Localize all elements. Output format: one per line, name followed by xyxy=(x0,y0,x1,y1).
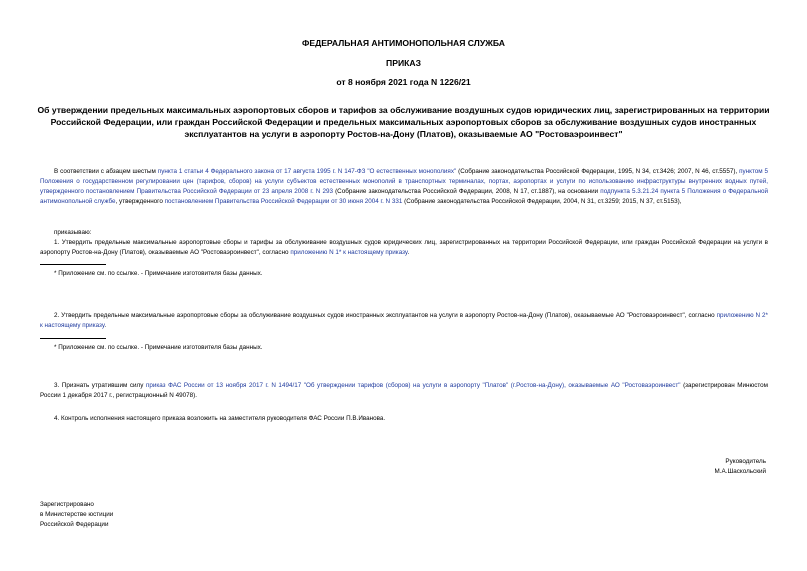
link-federal-law[interactable]: пункта 1 статьи 4 Федерального закона от 17 августа 1995 г. N 147-ФЗ "О естественных монополиях" xyxy=(157,168,457,175)
item-2-text: 2. Утвердить предельные максимальные аэропортовые сборы за обслуживание воздушных судов иностранных эксплуатантов на услуги в аэропорту Ростов-на-Дону (Платов), оказываемые АО "Ростоваэроинвест", согласно xyxy=(54,312,717,319)
item-2-end: . xyxy=(104,322,107,329)
signature-role: Руководитель xyxy=(725,458,766,465)
document-title: Об утверждении предельных максимальных аэропортовых сборов и тарифов за обслуживание воздушных судов юридических лиц, зарегистрированных на территории Российской Федерации, или граждан Российской Федерации и предельных максимальных аэропортовых сборов за обслуживание воздушных судов иностранных эксплуатантов на услуги в аэропорту Ростов-на-Дону (Платов), оказываемые АО "Ростоваэроинвест" xyxy=(37,105,770,139)
preamble xyxy=(40,167,768,207)
item-3 xyxy=(40,381,768,401)
preamble-text: (Собрание законодательства Российской Федерации, 2008, N 17, ст.1887), на основании xyxy=(332,188,601,195)
document-date: от 8 ноября 2021 года N 1226/21 xyxy=(336,77,471,87)
footnote-divider xyxy=(40,338,106,339)
footnote-2: * Приложение см. по ссылке. - Примечание изготовителя базы данных. xyxy=(54,344,263,351)
registration-line-1: Зарегистрировано xyxy=(40,501,94,508)
agency-heading: ФЕДЕРАЛЬНАЯ АНТИМОНОПОЛЬНАЯ СЛУЖБА xyxy=(302,38,505,48)
link-regulation-331[interactable]: постановлением Правительства Российской Федерации от 30 июня 2004 г. N 331 xyxy=(164,198,403,205)
link-fas-regulation[interactable]: подпункта 5.3.21.24 пункта 5 Положения о Федеральной антимонопольной службе xyxy=(40,188,768,205)
preamble-text: В соответствии с абзацем шестым xyxy=(54,168,158,175)
item-1-end: . xyxy=(407,249,410,256)
order-word: приказываю: xyxy=(54,229,92,236)
item-1 xyxy=(40,238,768,258)
item-1-text: 1. Утвердить предельные максимальные аэропортовые сборы и тарифы за обслуживание воздушных судов юридических лиц, зарегистрированных на территории Российской Федерации, или граждан Российской Федерации на услуги в аэропорту Ростов-на-Дону (Платов), оказываемые АО "Ростоваэроинвест", согласно xyxy=(40,239,768,256)
item-3-text: 3. Признать утратившим силу xyxy=(54,382,146,389)
item-4: 4. Контроль исполнения настоящего приказа возложить на заместителя руководителя ФАС России П.В.Иванова. xyxy=(54,415,386,422)
preamble-text: (Собрание законодательства Российской Федерации, 2004, N 31, ст.3259; 2015, N 37, ст.5153), xyxy=(402,198,682,205)
footnote-1: * Приложение см. по ссылке. - Примечание изготовителя базы данных. xyxy=(54,270,263,277)
link-appendix-1[interactable]: приложению N 1* к настоящему приказу xyxy=(290,249,408,256)
preamble-text: , утвержденного xyxy=(115,198,165,205)
registration-line-2: в Министерстве юстиции xyxy=(40,511,114,518)
link-fas-order-1494[interactable]: приказ ФАС России от 13 ноября 2017 г. N 1494/17 "Об утверждении тарифов (сборов) на услуги в аэропорту "Платов" (г.Ростов-на-Дону), оказываемые АО "Ростоваэроинвест" xyxy=(145,382,681,389)
document-type: ПРИКАЗ xyxy=(386,58,421,68)
link-appendix-2[interactable]: приложению N 2* к настоящему приказу xyxy=(40,312,768,329)
item-3-end: (зарегистрирован Минюстом России 1 декабря 2017 г., регистрационный N 49078). xyxy=(40,382,768,399)
signature-name: М.А.Шаскольский xyxy=(714,468,766,475)
link-regulation-293[interactable]: пунктом 5 Положения о государственном регулировании цен (тарифов, сборов) на услуги субъектов естественных монополий в транспортных терминалах, портах, аэропортах и услуги по использованию инфраструктуры внутренних водных путей, утвержденного постановлением Правительства Российской Федерации от 23 апреля 2008 г. N 293 xyxy=(40,168,768,195)
preamble-text: (Собрание законодательства Российской Федерации, 1995, N 34, ст.3426; 2007, N 46, ст.5557), xyxy=(456,168,740,175)
item-2 xyxy=(40,311,768,331)
registration-line-3: Российской Федерации xyxy=(40,521,109,528)
footnote-divider xyxy=(40,264,106,265)
